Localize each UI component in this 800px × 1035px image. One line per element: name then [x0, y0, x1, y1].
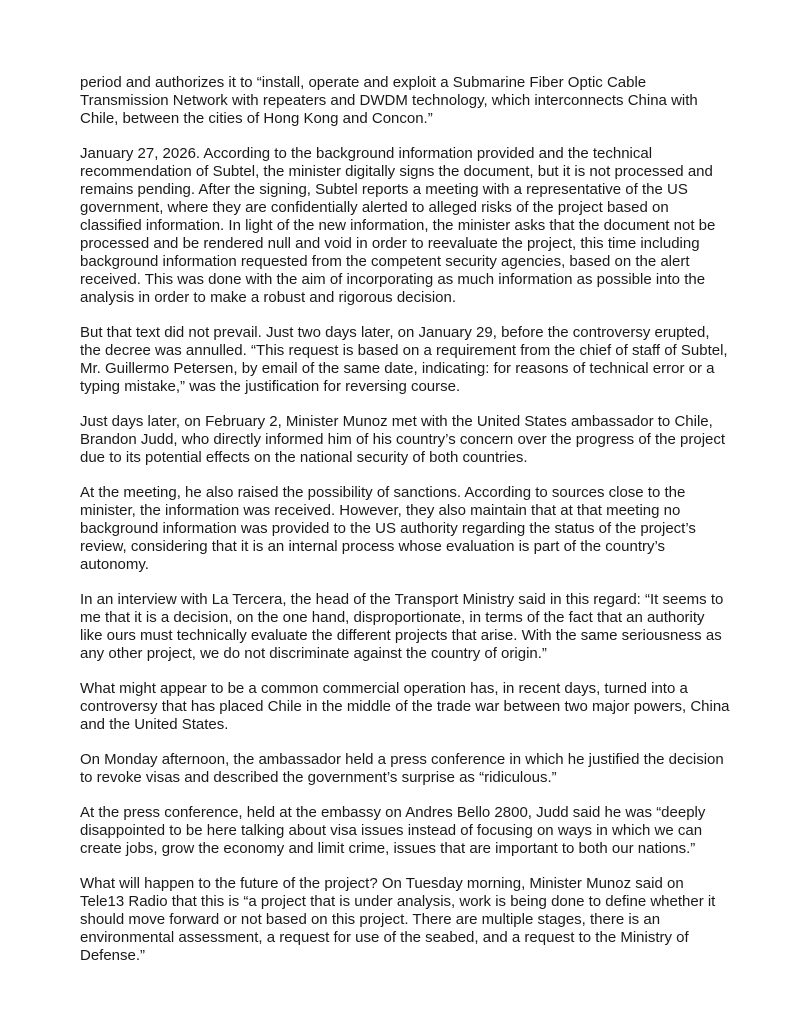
paragraph: What might appear to be a common commercial operation has, in recent days, turned into a controversy that has placed Chile in the middle of the trade war between two major powers, China and the United States. — [80, 680, 730, 733]
document-page — [80, 74, 730, 982]
paragraph: On Monday afternoon, the ambassador held a press conference in which he justified the decision to revoke visas and described the government’s surprise as “ridiculous.” — [80, 751, 724, 786]
paragraph: January 27, 2026. According to the background information provided and the technical recommendation of Subtel, the minister digitally signs the document, but it is not processed and remains pending. After the signing, Subtel reports a meeting with a representative of the US government, where they are confidentially alerted to alleged risks of the project based on classified information. In light of the new information, the minister asks that the document not be processed and be rendered null and void in order to reevaluate the project, this time including background information requested from the competent security agencies, based on the alert received. This was done with the aim of incorporating as much information as possible into the analysis in order to make a robust and rigorous decision. — [80, 145, 716, 306]
paragraph: In an interview with La Tercera, the head of the Transport Ministry said in this regard: “It seems to me that it is a decision, on the one hand, disproportionate, in terms of the fact that an authority like ours must technically evaluate the different projects that arise. With the same seriousness as any other project, we do not discriminate against the country of origin.” — [80, 591, 724, 662]
paragraph: At the meeting, he also raised the possibility of sanctions. According to sources close to the minister, the information was received. However, they also maintain that at that meeting no background information was provided to the US authority regarding the status of the project’s review, considering that it is an internal process whose evaluation is part of the country’s autonomy. — [80, 484, 696, 573]
paragraph: period and authorizes it to “install, operate and exploit a Submarine Fiber Optic Cable Transmission Network with repeaters and DWDM technology, which interconnects China with Chile, between the cities of Hong Kong and Concon.” — [80, 74, 698, 127]
paragraph: At the press conference, held at the embassy on Andres Bello 2800, Judd said he was “deeply disappointed to be here talking about visa issues instead of focusing on ways in which we can create jobs, grow the economy and limit crime, issues that are important to both our nations.” — [80, 804, 706, 857]
paragraph: What will happen to the future of the project? On Tuesday morning, Minister Munoz said on Tele13 Radio that this is “a project that is under analysis, work is being done to define whether it should move forward or not based on this project. There are multiple stages, there is an environmental assessment, a request for use of the seabed, and a request to the Ministry of Defense.” — [80, 875, 716, 964]
paragraph: But that text did not prevail. Just two days later, on January 29, before the controversy erupted, the decree was annulled. “This request is based on a requirement from the chief of staff of Subtel, Mr. Guillermo Petersen, by email of the same date, indicating: for reasons of technical error or a typing mistake,” was the justification for reversing course. — [80, 324, 728, 395]
paragraph: Just days later, on February 2, Minister Munoz met with the United States ambassador to Chile, Brandon Judd, who directly informed him of his country’s concern over the progress of the project due to its potential effects on the national security of both countries. — [80, 413, 726, 466]
